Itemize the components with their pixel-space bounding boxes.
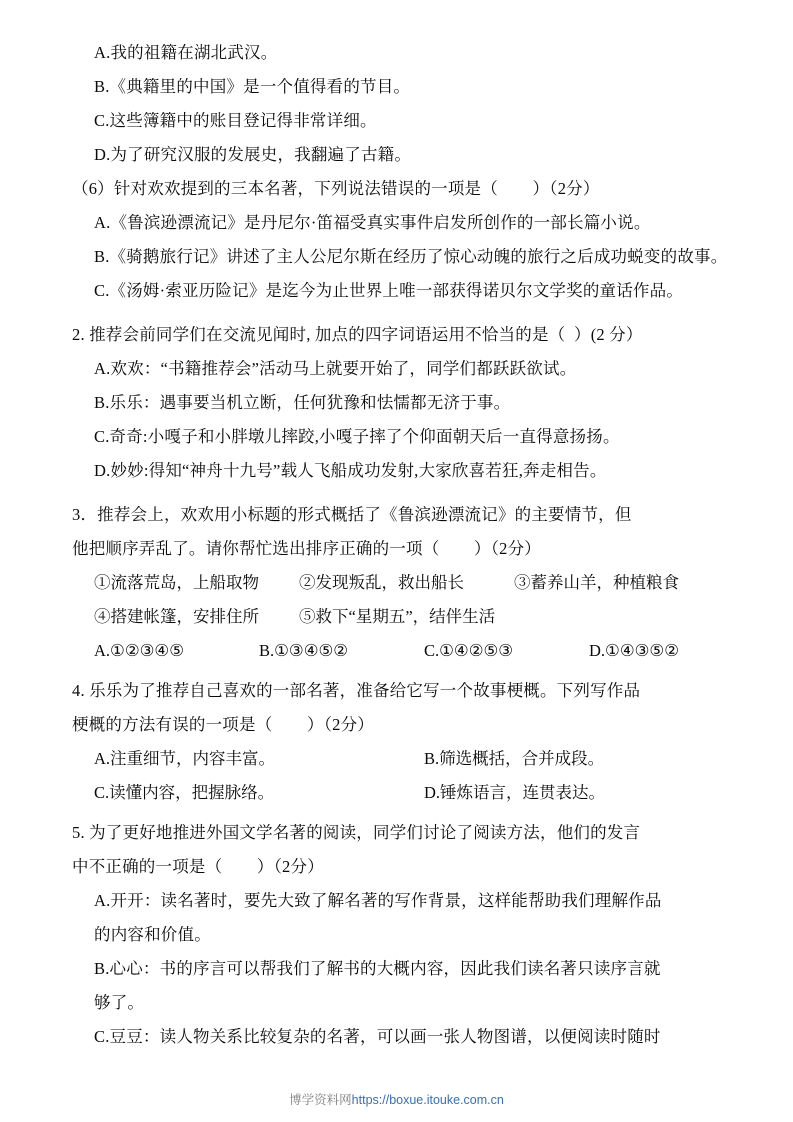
option-item: B.《骑鹅旅行记》讲述了主人公尼尔斯在经历了惊心动魄的旅行之后成功蜕变的故事。 [94, 247, 728, 266]
option-item: B.《典籍里的中国》是一个值得看的节目。 [94, 77, 411, 96]
choice-item: A.①②③④⑤ [94, 641, 185, 660]
sequence-item: ④搭建帐篷，安排住所 [94, 607, 259, 626]
option-item: B.乐乐：遇事要当机立断，任何犹豫和怯懦都无济于事。 [94, 393, 511, 412]
choice-item: C.①④②⑤③ [424, 641, 514, 660]
question-stem-line: 中不正确的一项是（ ）（2分） [72, 857, 324, 876]
page-footer [0, 1090, 793, 1108]
section-gap [72, 308, 732, 318]
sequence-row [72, 566, 732, 600]
option-item: C.这些簿籍中的账目登记得非常详细。 [94, 111, 377, 130]
option-item-cont: 的内容和价值。 [94, 925, 211, 944]
option-item: C.豆豆：读人物关系比较复杂的名著，可以画一张人物图谱，以便阅读时随时 [94, 1027, 661, 1046]
page-content [72, 36, 732, 1054]
option-item: A.《鲁滨逊漂流记》是丹尼尔·笛福受真实事件启发所创作的一部长篇小说。 [94, 213, 651, 232]
option-item: B.心心：书的序言可以帮我们了解书的大概内容，因此我们读名著只读序言就 [94, 959, 661, 978]
choice-item: B.①③④⑤② [259, 641, 349, 660]
option-item: A.欢欢：“书籍推荐会”活动马上就要开始了，同学们都跃跃欲试。 [94, 359, 577, 378]
option-item: A.注重细节，内容丰富。 [94, 749, 276, 768]
option-item: C.《汤姆·索亚历险记》是迄今为止世界上唯一部获得诺贝尔文学奖的童话作品。 [94, 281, 684, 300]
question-block-5 [72, 816, 732, 1054]
question-block-1-6 [72, 172, 732, 308]
sequence-item: ⑤救下“星期五”，结伴生活 [299, 607, 496, 626]
footer-url: https://boxue.itouke.com.cn [351, 1093, 504, 1107]
choice-row [72, 634, 732, 668]
question-options-group [72, 36, 732, 172]
choice-item: D.①④③⑤② [589, 641, 680, 660]
sequence-item: ②发现叛乱，救出船长 [299, 573, 464, 592]
question-block-2 [72, 318, 732, 488]
option-row [72, 742, 732, 776]
option-item: D.锤炼语言，连贯表达。 [424, 783, 606, 802]
section-gap [72, 488, 732, 498]
question-block-3 [72, 498, 732, 668]
option-item: A.我的祖籍在湖北武汉。 [94, 43, 278, 62]
option-item: A.开开：读名著时，要先大致了解名著的写作背景，这样能帮助我们理解作品 [94, 891, 662, 910]
option-item-cont: 够了。 [94, 993, 145, 1012]
question-stem-line: 4. 乐乐为了推荐自己喜欢的一部名著，准备给它写一个故事梗概。下列写作品 [72, 681, 641, 700]
sequence-item: ①流落荒岛，上船取物 [94, 573, 259, 592]
question-stem: （6）针对欢欢提到的三本名著，下列说法错误的一项是（ ）（2分） [72, 179, 600, 198]
option-item: C.读懂内容，把握脉络。 [94, 783, 275, 802]
option-item: B.筛选概括，合并成段。 [424, 749, 605, 768]
question-block-4 [72, 674, 732, 810]
question-stem-line: 梗概的方法有误的一项是（ ）（2分） [72, 715, 374, 734]
option-item: D.妙妙:得知“神舟十九号”载人飞船成功发射,大家欣喜若狂,奔走相告。 [94, 461, 607, 480]
question-stem-line: 5. 为了更好地推进外国文学名著的阅读，同学们讨论了阅读方法，他们的发言 [72, 823, 641, 842]
option-item: D.为了研究汉服的发展史，我翻遍了古籍。 [94, 145, 412, 164]
question-stem: 2. 推荐会前同学们在交流见闻时, 加点的四字词语运用不恰当的是（ ）(2 分） [72, 325, 643, 344]
question-stem-line: 3．推荐会上，欢欢用小标题的形式概括了《鲁滨逊漂流记》的主要情节，但 [72, 505, 632, 524]
question-stem-line: 他把顺序弄乱了。请你帮忙选出排序正确的一项（ ）（2分） [72, 539, 541, 558]
footer-brand: 博学资料网 [289, 1093, 352, 1107]
sequence-row [72, 600, 732, 634]
option-row [72, 776, 732, 810]
sequence-item: ③蓄养山羊，种植粮食 [514, 573, 679, 592]
option-item: C.奇奇:小嘎子和小胖墩儿摔跤,小嘎子摔了个仰面朝天后一直得意扬扬。 [94, 427, 620, 446]
